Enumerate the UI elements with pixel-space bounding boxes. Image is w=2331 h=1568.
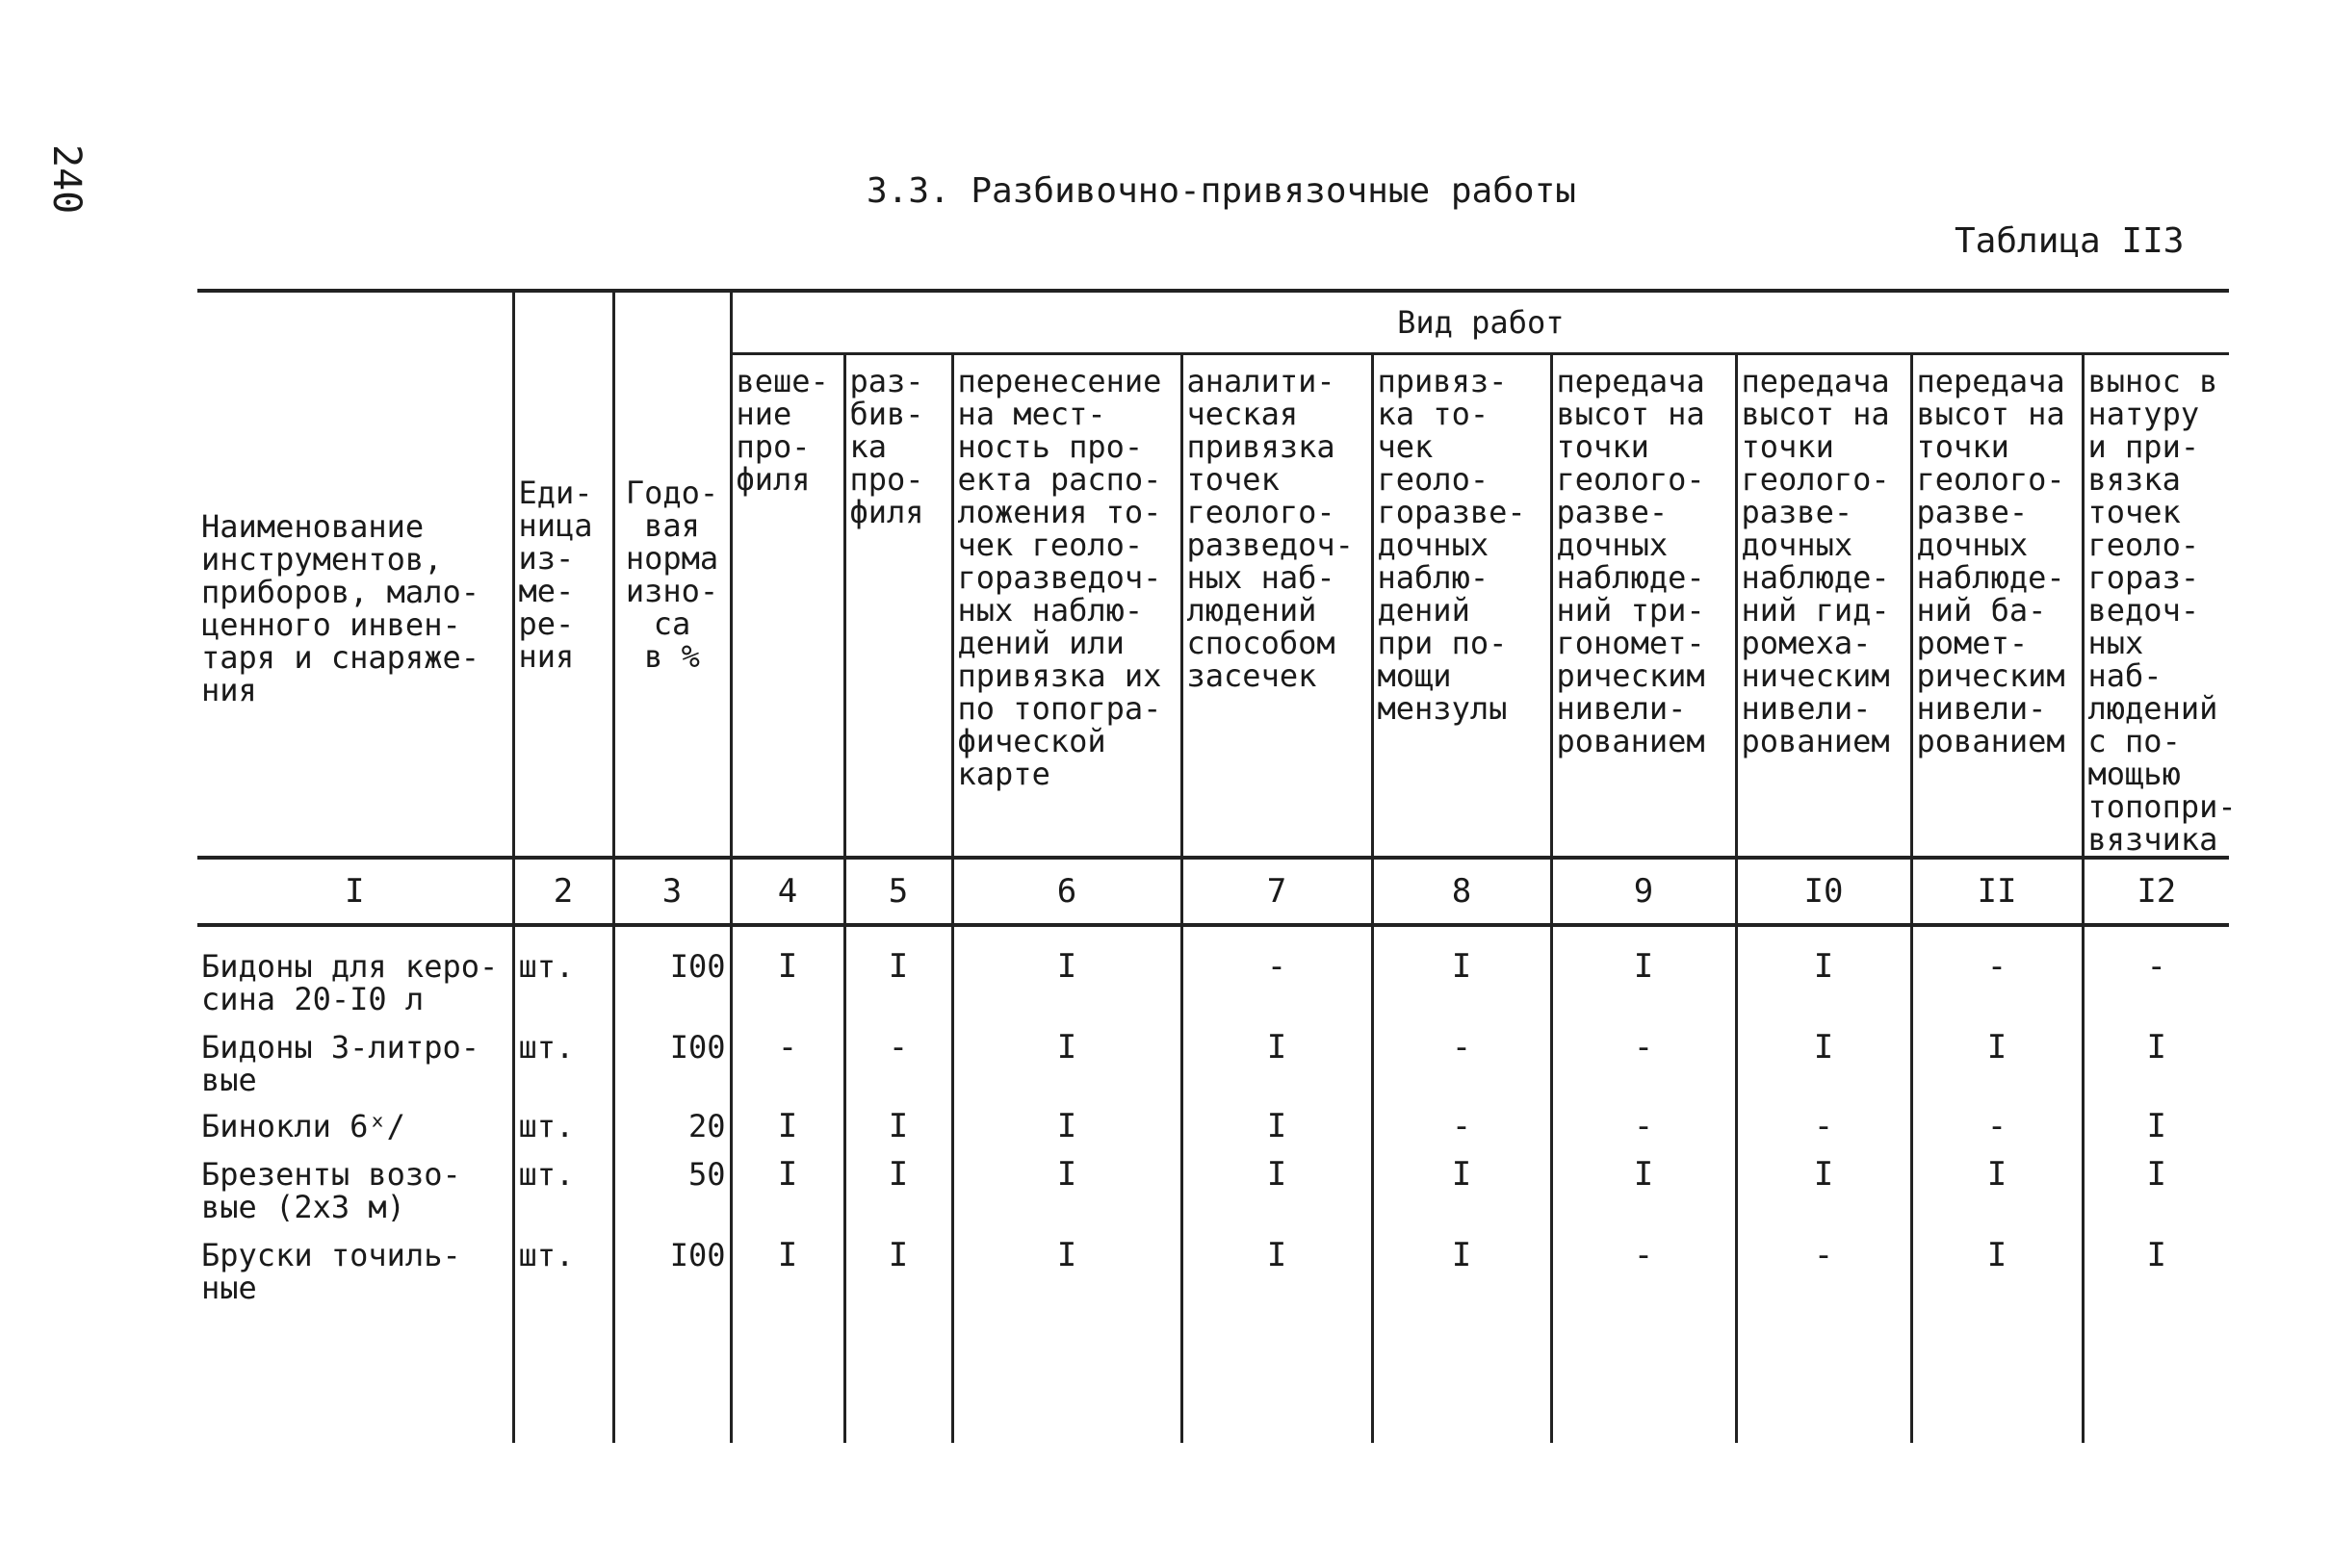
work-mark: - [2083,948,2229,1029]
item-name: Бидоны для керо- сина 20-I0 л [201,948,499,1017]
work-mark: I [1372,948,1551,1029]
work-mark: - [1736,1108,1911,1156]
column-number: 3 [613,858,731,925]
table-row [197,948,2229,1029]
table-row [197,1029,2229,1108]
work-mark: I [731,948,844,1029]
item-norm: 20 [613,1108,731,1156]
work-mark: I [1911,1156,2083,1237]
work-mark: I [1736,1029,1911,1108]
column-number-row [197,858,2229,925]
column-number: I [197,858,513,925]
item-norm: 50 [613,1156,731,1237]
header-work-4: веше- ние про- филя [731,354,844,859]
work-mark: I [1736,948,1911,1029]
work-mark: I [844,1156,952,1237]
header-work-6: перенесение на мест- ность про- екта распо- ложения то- чек геоло- горазведоч- ных наблю- дений или привязка их по топогра- фической карте [952,354,1181,859]
column-number: 7 [1181,858,1372,925]
work-mark: - [731,1029,844,1108]
work-mark: - [1551,1108,1736,1156]
column-number: 6 [952,858,1181,925]
column-number: 4 [731,858,844,925]
work-mark: I [1551,1156,1736,1237]
work-mark: I [1181,1156,1372,1237]
work-mark: I [1181,1108,1372,1156]
table-label: Таблица II3 [1955,221,2185,261]
header-work-9: передача высот на точки геолого- разве- дочных наблюде- ний три- гономет- рическим нивели- рованием [1551,354,1736,859]
item-norm: I00 [613,1237,731,1318]
item-unit: шт. [513,948,613,1029]
work-mark: I [1372,1156,1551,1237]
item-name: Брезенты возо- вые (2x3 м) [201,1156,461,1225]
item-unit: шт. [513,1156,613,1237]
work-mark: I [844,1108,952,1156]
column-number: II [1911,858,2083,925]
item-unit: шт. [513,1108,613,1156]
item-norm: I00 [613,1029,731,1108]
work-mark: I [1181,1237,1372,1318]
work-mark: I [1736,1156,1911,1237]
item-name: Бидоны 3-литро- вые [201,1029,479,1098]
page-number: 240 [44,144,89,215]
work-mark: I [1911,1237,2083,1318]
work-mark: I [731,1237,844,1318]
work-mark: - [1736,1237,1911,1318]
work-mark: - [1372,1108,1551,1156]
header-work-11: передача высот на точки геолого- разве- дочных наблюде- ний ба- ромет- рическим нивели- рованием [1911,354,2083,859]
header-work-group: Вид работ [731,291,2229,354]
work-mark: I [731,1156,844,1237]
work-mark: I [731,1108,844,1156]
work-mark: I [1551,948,1736,1029]
work-mark: I [2083,1237,2229,1318]
header-work-10: передача высот на точки геолого- разве- дочных наблюде- ний гид- ромеха- ническим нивели- рованием [1736,354,1911,859]
item-name: Бруски точиль- ные [201,1237,461,1306]
item-norm: I00 [613,948,731,1029]
norms-table [197,289,2237,1443]
header-work-7: аналити- ческая привязка точек геолого- разведоч- ных наб- людений способом засечек [1181,354,1372,859]
header-unit: Еди- ница из- ме- ре- ния [513,291,613,858]
work-mark: - [1181,948,1372,1029]
header-work-5: раз- бив- ка про- филя [844,354,952,859]
work-mark: I [1181,1029,1372,1108]
header-work-8: привяз- ка то- чек геоло- горазве- дочных наблю- дений при по- мощи мензулы [1372,354,1551,859]
spacer-row [197,925,2229,948]
work-mark: I [952,1237,1181,1318]
work-mark: I [1372,1237,1551,1318]
column-number: I2 [2083,858,2229,925]
work-mark: I [2083,1156,2229,1237]
work-mark: I [952,948,1181,1029]
item-unit: шт. [513,1029,613,1108]
work-mark: I [952,1029,1181,1108]
column-number: I0 [1736,858,1911,925]
work-mark: - [1551,1029,1736,1108]
header-norm: Годо- вая норма изно- са в % [613,291,731,858]
header-work-12: вынос в натуру и при- вязка точек геоло- гораз- ведоч- ных наб- людений с по- мощью топопри- вязчика [2083,354,2229,859]
work-mark: - [1372,1029,1551,1108]
work-mark: - [1551,1237,1736,1318]
column-number: 8 [1372,858,1551,925]
section-title: 3.3. Разбивочно-привязочные работы [867,171,1576,211]
work-mark: I [952,1156,1181,1237]
work-mark: - [1911,1108,2083,1156]
table-row [197,1108,2229,1156]
item-name: Бинокли 6ˣ/ [201,1108,405,1144]
item-unit: шт. [513,1237,613,1318]
work-mark: I [1911,1029,2083,1108]
table-row [197,1237,2229,1318]
work-mark: - [1911,948,2083,1029]
work-mark: - [844,1029,952,1108]
work-mark: I [952,1108,1181,1156]
work-mark: I [844,1237,952,1318]
work-mark: I [844,948,952,1029]
work-mark: I [2083,1108,2229,1156]
work-mark: I [2083,1029,2229,1108]
table-tail [197,1318,2229,1443]
table-row [197,1156,2229,1237]
column-number: 9 [1551,858,1736,925]
header-name: Наименование инструментов, приборов, мало- ценного инвен- таря и снаряже- ния [197,291,513,858]
column-number: 5 [844,858,952,925]
column-number: 2 [513,858,613,925]
